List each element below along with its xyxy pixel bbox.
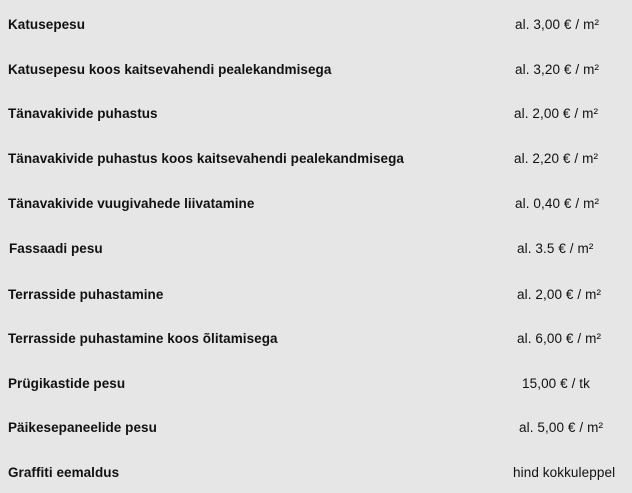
- service-name: Päikesepaneelide pesu: [8, 420, 157, 435]
- service-name: Katusepesu koos kaitsevahendi pealekandmisega: [8, 62, 332, 77]
- service-name: Tänavakivide vuugivahede liivatamine: [8, 196, 255, 211]
- service-name: Graffiti eemaldus: [8, 465, 120, 480]
- service-price: al. 6,00 € / m²: [517, 331, 602, 346]
- price-row-terrace-cleaning: [0, 283, 632, 307]
- price-row-joint-sanding: [0, 192, 632, 216]
- service-name: Tänavakivide puhastus koos kaitsevahendi pealekandmisega: [8, 151, 404, 166]
- service-name: Tänavakivide puhastus: [8, 106, 158, 121]
- price-row-paving-cleaning: [0, 102, 632, 126]
- service-name: Terrasside puhastamine: [8, 287, 164, 302]
- price-row-paving-cleaning-protective: [0, 147, 632, 171]
- service-price: hind kokkuleppel: [513, 465, 616, 480]
- price-row-graffiti-removal: [0, 461, 632, 485]
- price-row-solar-panel-wash: [0, 416, 632, 440]
- service-name: Prügikastide pesu: [8, 376, 126, 391]
- price-row-terrace-oiling: [0, 327, 632, 351]
- service-name: Terrasside puhastamine koos õlitamisega: [8, 331, 278, 346]
- service-name: Katusepesu: [8, 17, 86, 32]
- service-price: 15,00 € / tk: [522, 376, 590, 391]
- service-price: al. 2,20 € / m²: [514, 151, 599, 166]
- price-row-bin-wash: [0, 372, 632, 396]
- service-price: al. 3,20 € / m²: [515, 62, 600, 77]
- service-price: al. 0,40 € / m²: [515, 196, 600, 211]
- price-row-facade-wash: [0, 237, 632, 261]
- service-price: al. 3,00 € / m²: [515, 17, 600, 32]
- price-row-roof-wash-protective: [0, 58, 632, 82]
- service-price: al. 3.5 € / m²: [517, 241, 594, 256]
- price-row-roof-wash: [0, 13, 632, 37]
- service-price: al. 2,00 € / m²: [517, 287, 602, 302]
- service-price: al. 2,00 € / m²: [514, 106, 599, 121]
- service-name: Fassaadi pesu: [9, 241, 103, 256]
- service-price: al. 5,00 € / m²: [519, 420, 604, 435]
